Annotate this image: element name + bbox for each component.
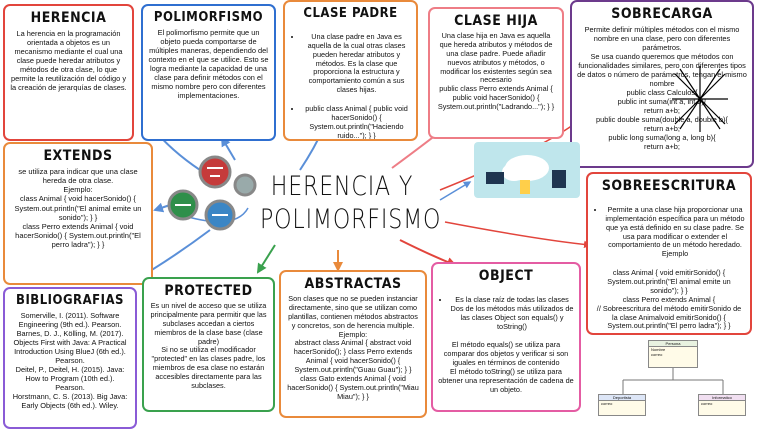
cloud-arrow <box>440 182 470 200</box>
server-icon <box>552 170 566 188</box>
polimorfismo-card <box>141 4 276 141</box>
clase-hija-text: Una clase hija en Java es aquella que hereda atributos y métodos de una clase padre. Puede añadir nuevos atributos y métodos, o modificar los existentes según sea necesario public class Perro extends Animal { public void hacerSonido() { System.out.println("Ladrando..."); } } <box>437 31 555 112</box>
abstractas-title: ABSTRACTAS <box>304 276 402 292</box>
uml-child-right-class <box>698 394 746 416</box>
extends-title: EXTENDS <box>43 148 113 164</box>
object-text: El método equals() se utiliza para comparar dos objetos y verificar si son iguales en términos de contenido El método toString() se utiliza para obtener una representación de cadena de un objeto. <box>438 340 574 394</box>
central-title-line1: HERENCIA Y <box>270 171 414 202</box>
arrow-to-protected <box>258 245 275 272</box>
arrow-to-sobreescritura <box>445 222 590 245</box>
uml-field: correo <box>601 401 613 406</box>
uml-diagram <box>588 338 758 426</box>
object-card <box>431 262 581 412</box>
herencia-card <box>3 4 134 141</box>
bibliografias-text: Somerville, I. (2011). Software Engineering (9th ed.). Pearson. Barnes, D. J., Kölling, M. (2017). Objects First with Java: A Practical Introduction Using BlueJ (6th ed.). Pearson. Deitel, P., Deitel, H. (2015). Java: How to Program (10th ed.). Pearson. Horstmann, C. S. (2013). Big Java: Early Objects (6th ed.). Wiley. <box>12 311 128 411</box>
laptop-icon <box>486 172 504 184</box>
polimorfismo-text: El polimorfismo permite que un objeto pueda comportarse de múltiples maneras, dependiendo del contexto en el que se utilice. Esto se logra mediante la capacidad de una clase para definir métodos con el mismo nombre pero con diferentes implementaciones. <box>148 28 269 101</box>
object-list <box>438 287 574 341</box>
uml-field: correo <box>701 401 713 406</box>
uml-class-name: Deportista <box>599 395 645 401</box>
scribble-doodle <box>670 64 730 134</box>
uml-parent-class <box>648 340 698 368</box>
protected-text: Es un nivel de acceso que se utiliza principalmente para permitir que las subclases accedan a ciertos miembros de la clase base (clase padre) Si no se utiliza el modificador "protected" en las clases padre, los miembros de esa clase no estarán accesibles directamente para las subclases. <box>150 301 267 391</box>
protected-title: PROTECTED <box>164 283 253 299</box>
list-item: • public class Animal { public void hacerSonido() { System.out.println("Haciendo ruido..."); } } <box>302 105 411 141</box>
clase-padre-title: CLASE PADRE <box>303 6 398 21</box>
clase-padre-list <box>290 24 411 141</box>
sobrecarga-card <box>570 0 754 168</box>
abstractas-text: Son clases que no se pueden instanciar directamente, sino que se utilizan como plantillas, contienen métodos abstractos y concretos, son de herencia multiple. Ejemplo: abstract class Animal { abstract void hacerSonido(); } class Perro extends Animal { void hacerSonido() { System.out.println("Guau Guau"); } } class Gato extends Animal { void hacerSonido() { System.out.println("Miau Miau"); } } <box>287 294 419 401</box>
clase-hija-card <box>428 7 564 139</box>
extends-card <box>3 142 153 285</box>
sobrecarga-title: SOBRECARGA <box>611 6 713 22</box>
abstractas-card <box>279 270 427 418</box>
uml-field: correo <box>651 352 663 357</box>
bibliografias-card <box>3 287 137 429</box>
object-title: OBJECT <box>478 268 534 284</box>
extends-text: se utiliza para indicar que una clase hereda de otra clase. Ejemplo: class Animal { void hacerSonido() { System.out.println("El animal emite un sonido"); } } class Perro extends Animal { void hacerSonido() { System.out.println("El perro ladra"); } } <box>14 167 142 250</box>
sobreescritura-title: SOBREESCRITURA <box>601 178 737 194</box>
circle-red-icon <box>200 157 230 187</box>
uml-class-name: Persona <box>649 341 697 347</box>
list-item: • Una clase padre en Java es aquella de la cual otras clases pueden heredar atributos y métodos. Es la clase que proporciona la estructura y comportamiento común a sus clases hijas. <box>302 33 411 95</box>
central-title-line2: POLIMORFISMO <box>260 204 442 235</box>
sobrecarga-text: Permite definir múltiples métodos con el mismo nombre en una clase, pero con diferentes parámetros. Se usa cuando queremos que métodos con funcionalidades similares, pero con diferentes tipos de datos o número de parámetros, tengan el mismo nombre public class Calculos{ public int suma(int a, int b){ return a+b; public double suma(double a, double b){ return a+b; public long suma(long a, long b){ return a+b; <box>577 25 747 152</box>
cloud-illustration <box>472 140 582 200</box>
sobreescritura-list <box>593 197 745 269</box>
list-item: • Es la clase raíz de todas las clases Dos de los métodos más utilizados de las clases Object son equals() y toString() <box>450 296 574 332</box>
clase-padre-card <box>283 0 418 141</box>
protected-card <box>142 277 275 412</box>
central-title <box>242 170 442 236</box>
uml-child-left-class <box>598 394 646 416</box>
sobreescritura-card <box>586 172 752 335</box>
herencia-text: La herencia en la programación orientada a objetos es un mecanismo mediante el cual una clase puede heredar atributos y métodos de otra clase, lo que permite la reutilización del código y la creación de jerarquías de clases. <box>10 29 127 93</box>
clase-hija-title: CLASE HIJA <box>454 13 538 29</box>
herencia-title: HERENCIA <box>30 10 107 26</box>
phone-icon <box>520 180 530 194</box>
uml-class-name: Informatico <box>699 395 745 401</box>
list-item: • Permite a una clase hija proporcionar una implementación específica para un método que ya está definido en su clase padre. Se usa para modificar o extender el comportamiento de un método heredado. Ejemplo <box>605 206 745 259</box>
bibliografias-title: BIBLIOGRAFIAS <box>16 293 124 308</box>
polimorfismo-title: POLIMORFISMO <box>153 10 264 25</box>
sobreescritura-code: class Animal { void emitirSonido() { System.out.println("El animal emite un sonido"); } } class Perro extends Animal { // Sobreescritura del método emitirSonido de la clase Animalvoid emitirSonido() { System.out.println("El perro ladra"); } } <box>596 268 742 331</box>
uml-field: Nombre <box>651 347 666 352</box>
